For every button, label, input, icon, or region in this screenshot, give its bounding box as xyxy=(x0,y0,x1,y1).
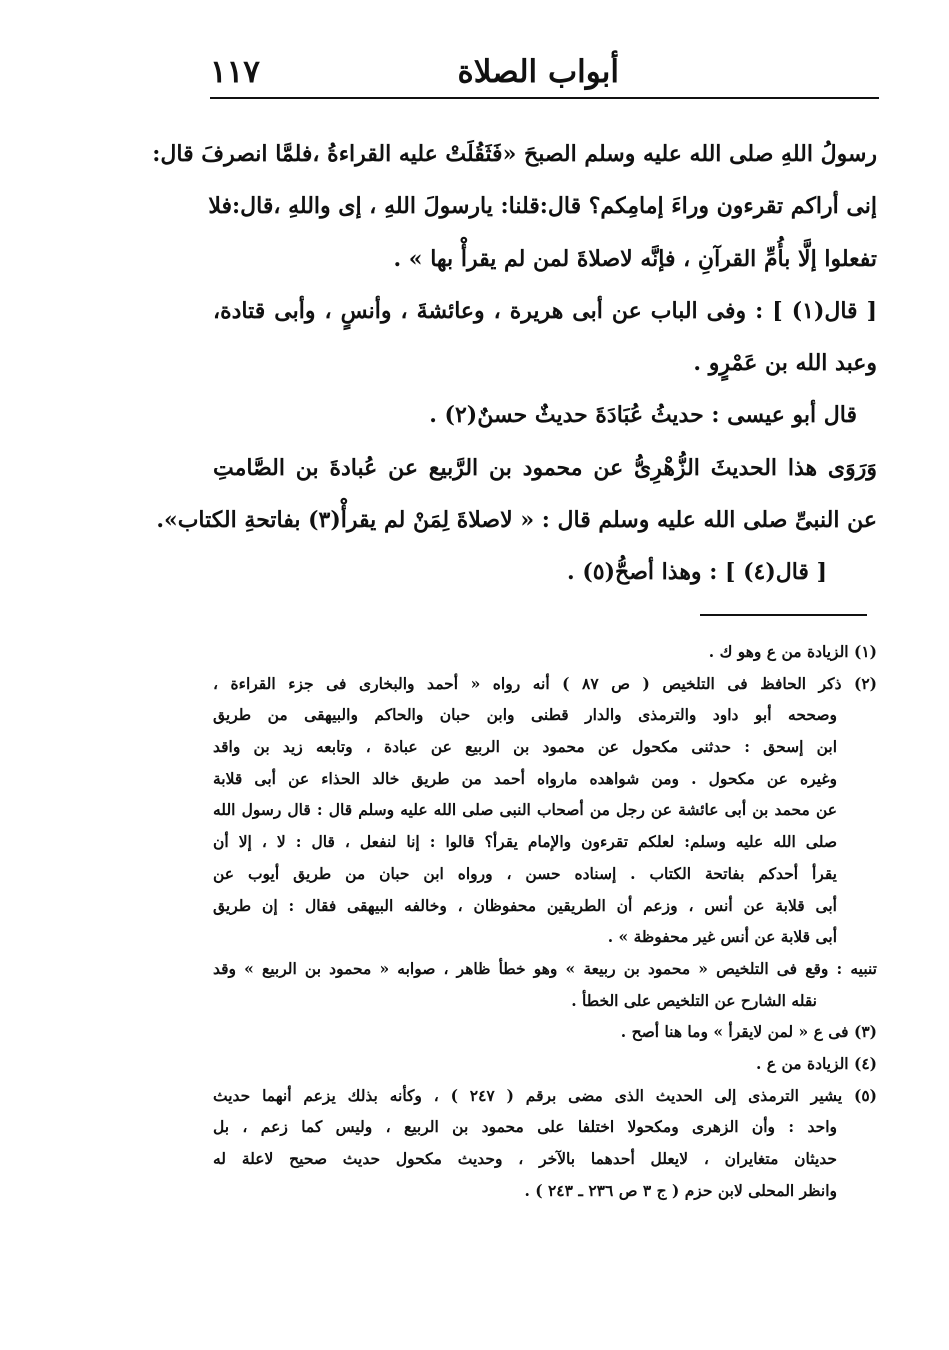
footnote-warning-line: تنبيه : وقع فى التلخيص « محمود بن ربيعة » وهو خطأ ظاهر ، صوابه « محمود بن الربيع » وقد xyxy=(213,958,877,978)
running-header xyxy=(210,48,879,100)
footnote-line: (٣) فى ع « لمن لايقرأ » وما هنا أصح . xyxy=(620,1022,877,1042)
main-text-line: إنى أراكم تقرءون وراءَ إمامِكم؟ قال:قلنا: يارسولَ اللهِ ، إى واللهِ ،قال:فلا xyxy=(208,193,877,220)
main-text-line: رسولُ اللهِ صلى الله عليه وسلم الصبحَ «فَثَقُلَتْ عليه القراءةُ ،فلمَّا انصرفَ قال: xyxy=(152,141,877,167)
main-text-line: تفعلوا إلَّا بأُمِّ القرآنِ ، فإنَّه لاصلاةَ لمن لم يقرأْ بها » . xyxy=(393,245,877,272)
main-text-line: قال أبو عيسى : حديثُ عُبَادَةَ حديثٌ حسنٌ(٢) . xyxy=(429,402,857,429)
main-text-line: وعبد الله بن عَمْرٍو . xyxy=(693,350,877,377)
footnote-line: حديثان متغايران ، لايعلل أحدهما بالآخر ، وحديث مكحول حديث صحيح لاعلة له xyxy=(213,1149,837,1168)
main-text-line: [ قال(١) ] : وفى الباب عن أبى هريرة ، وعائشةَ ، وأنسٍ ، وأبى قتادة، xyxy=(213,297,877,324)
main-text-line: [ قال(٤) ] : وهذا أصحُّ(٥) . xyxy=(567,559,827,586)
main-text-line: عن النبىِّ صلى الله عليه وسلم قال : « لاصلاةَ لِمَنْ لم يقرأْ(٣) بفاتحةِ الكتاب». xyxy=(156,507,877,534)
footnote-line: عن محمد بن أبى عائشة عن رجل من أصحاب النبى صلى الله عليه وسلم قال : قال رسول الله xyxy=(213,800,837,820)
main-text-line: وَرَوَى هذا الحديثَ الزُّهْرِىُّ عن محمود بن الرَّبيع عن عُبادةَ بن الصَّامتِ xyxy=(213,454,877,481)
footnote-line: وصححه أبو داود والترمذى والدار قطنى وابن حبان والحاكم والبيهقى من طريق xyxy=(213,705,837,725)
footnote-line: (٢) ذكر الحافظ فى التلخيص ( ص ٨٧ ) أنه رواه « أحمد والبخارى فى جزء القراءة ، xyxy=(213,673,877,693)
footnote-line: صلى الله عليه وسلم: لعلكم تقرءون والإمام يقرأ؟ قالوا : إنا لنفعل ، قال : لا ، إلا أن xyxy=(213,832,837,852)
footnote-line: وغيره عن مكحول . ومن شواهده مارواه أحمد من طريق خالد الحذاء عن أبى قلابة xyxy=(213,768,837,788)
main-text-block xyxy=(152,128,877,599)
footnote-line: أبى قلابة عن أنس ، وزعم أن الطريقين محفوظان ، وخالفه البيهقى فقال : إن طريق xyxy=(213,895,837,915)
footnote-line: يقرأ أحدكم بفاتحة الكتاب . إسناده حسن ، ورواه ابن حبان من طريق أيوب عن xyxy=(213,863,837,883)
footnote-line: واحد : وأن الزهرى ومكحولا اختلفا على محمود بن الربيع ، وليس كما زعم ، بل xyxy=(213,1117,837,1137)
header-divider xyxy=(210,97,879,99)
footnote-line: (١) الزيادة من ع وهو ك . xyxy=(708,642,877,661)
footnote-line: وانظر المحلى لابن حزم ( ج ٣ ص ٢٣٦ ـ ٢٤٣ ) . xyxy=(524,1180,837,1200)
footnote-line: أبى قلابة عن أنس غير محفوظة » . xyxy=(607,927,837,947)
footnote-line: ابن إسحق : حدثنى مكحول عن محمود بن الربيع عن عبادة ، وتابعه زيد بن واقد xyxy=(213,737,837,757)
footnote-warning-line: نقله الشارح عن التلخيص على الخطأ . xyxy=(571,990,817,1010)
footnote-line: (٥) يشير الترمذى إلى الحديث الذى مضى برقم ( ٢٤٧ ) ، وكأنه بذلك يزعم أنهما حديث xyxy=(213,1085,878,1105)
running-title: أبواب الصلاة xyxy=(457,54,619,90)
footnote-divider xyxy=(700,614,867,616)
footnote-line: (٤) الزيادة من ع . xyxy=(756,1053,877,1073)
footnotes-block xyxy=(213,636,877,1206)
page-number: ١١٧ xyxy=(210,54,260,90)
